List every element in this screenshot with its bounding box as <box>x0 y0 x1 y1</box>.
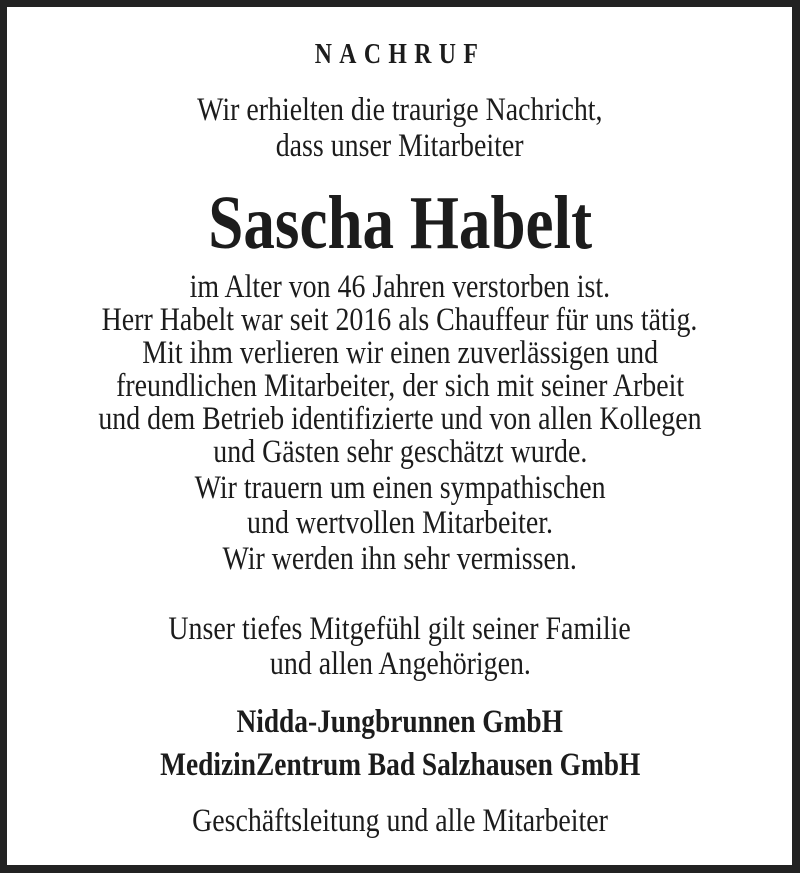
body-line-6 <box>0 434 800 470</box>
condolence-line-1 <box>0 611 800 647</box>
heading-text: NACHRUF <box>314 38 486 70</box>
intro-text: Wir erhielten die traurige Nachricht, <box>197 92 603 128</box>
intro-line-2 <box>0 128 800 164</box>
intro-line-1 <box>0 92 800 128</box>
body-text: im Alter von 46 Jahren verstorben ist. <box>189 269 611 305</box>
body-line-1 <box>0 269 800 305</box>
body-line-3 <box>0 335 800 371</box>
company-text: Nidda-Jungbrunnen GmbH <box>236 704 564 740</box>
body-text: und wertvollen Mitarbeiter. <box>247 505 553 541</box>
condolence-text: Unser tiefes Mitgefühl gilt seiner Familie <box>168 611 632 647</box>
body-text: freundlichen Mitarbeiter, der sich mit seiner Arbeit <box>115 368 684 404</box>
condolence-text: und allen Angehörigen. <box>269 646 531 682</box>
body-line-5 <box>0 401 800 437</box>
deceased-name <box>0 183 800 263</box>
body-line-4 <box>0 368 800 404</box>
body-text: und Gästen sehr geschätzt wurde. <box>212 434 587 470</box>
body-text: Wir werden ihn sehr vermissen. <box>222 541 578 577</box>
signature <box>0 803 800 839</box>
company-name-1 <box>0 704 800 740</box>
body-line-7 <box>0 470 800 506</box>
body-line-9 <box>0 541 800 577</box>
company-name-2 <box>0 747 800 783</box>
company-text: MedizinZentrum Bad Salzhausen GmbH <box>159 747 641 783</box>
signature-text: Geschäftsleitung und alle Mitarbeiter <box>192 803 608 839</box>
heading <box>0 38 800 71</box>
condolence-line-2 <box>0 646 800 682</box>
body-text: Mit ihm verlieren wir einen zuverlässigen und <box>142 335 658 371</box>
body-line-2 <box>0 302 800 338</box>
body-line-8 <box>0 505 800 541</box>
body-text: und dem Betrieb identifizierte und von allen Kollegen <box>98 401 702 437</box>
body-text: Herr Habelt war seit 2016 als Chauffeur für uns tätig. <box>102 302 698 338</box>
deceased-name-text: Sascha Habelt <box>208 181 592 265</box>
intro-text: dass unser Mitarbeiter <box>276 128 524 164</box>
body-text: Wir trauern um einen sympathischen <box>194 470 606 506</box>
